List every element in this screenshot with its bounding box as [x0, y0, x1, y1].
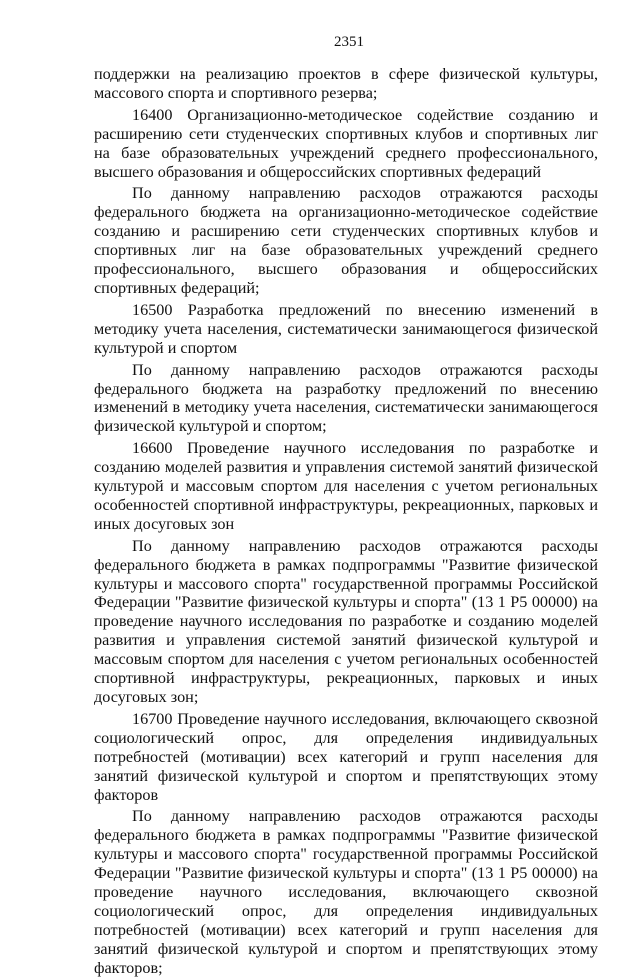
paragraph-16500-heading: 16500 Разработка предложений по внесению изменений в методику учета населения, систематически занимающегося физической культурой и спортом	[94, 300, 598, 357]
paragraph-16700-description: По данному направлению расходов отражаются расходы федерального бюджета в рамках подпрограммы "Развитие физической культуры и массового спорта" государственной программы Российской Федерации "Развитие физической культуры и спорта" (13 1 P5 00000) на проведение научного исследования, включающего сквозной социологический опрос, для определения индивидуальных потребностей (мотивации) всех категорий и групп населения для занятий физической культурой и спортом и препятствующих этому факторов;	[94, 807, 598, 977]
paragraph-16400-heading: 16400 Организационно-методическое содействие созданию и расширению сети студенческих спортивных клубов и спортивных лиг на базе образовательных учреждений среднего профессионального, высшего образования и общероссийских спортивных федераций	[94, 105, 598, 181]
document-body	[94, 65, 598, 978]
paragraph-16400-description: По данному направлению расходов отражаются расходы федерального бюджета на организационно-методическое содействие созданию и расширению сети студенческих спортивных клубов и спортивных лиг на базе образовательных учреждений среднего профессионального, высшего образования и общероссийских спортивных федераций;	[94, 184, 598, 297]
paragraph-16600-heading: 16600 Проведение научного исследования по разработке и созданию моделей развития и управления системой занятий физической культурой и массовым спортом для населения с учетом региональных особенностей спортивной инфраструктуры, рекреационных, парковых и иных досуговых зон	[94, 439, 598, 533]
paragraph-16500-description: По данному направлению расходов отражаются расходы федерального бюджета на разработку предложений по внесению изменений в методику учета населения, систематически занимающегося физической культурой и спортом;	[94, 360, 598, 436]
paragraph-16600-description: По данному направлению расходов отражаются расходы федерального бюджета в рамках подпрограммы "Развитие физической культуры и массового спорта" государственной программы Российской Федерации "Развитие физической культуры и спорта" (13 1 P5 00000) на проведение научного исследования по разработке и созданию моделей развития и управления системой занятий физической культурой и массовым спортом для населения с учетом региональных особенностей спортивной инфраструктуры, рекреационных, парковых и иных досуговых зон;	[94, 536, 598, 706]
page-number: 2351	[334, 34, 364, 50]
paragraph-16700-heading: 16700 Проведение научного исследования, включающего сквозной социологический опрос, для определения индивидуальных потребностей (мотивации) всех категорий и групп населения для занятий физической культурой и спортом и препятствующих этому факторов	[94, 709, 598, 804]
paragraph-continuation: поддержки на реализацию проектов в сфере физической культуры, массового спорта и спортивного резерва;	[94, 65, 598, 102]
